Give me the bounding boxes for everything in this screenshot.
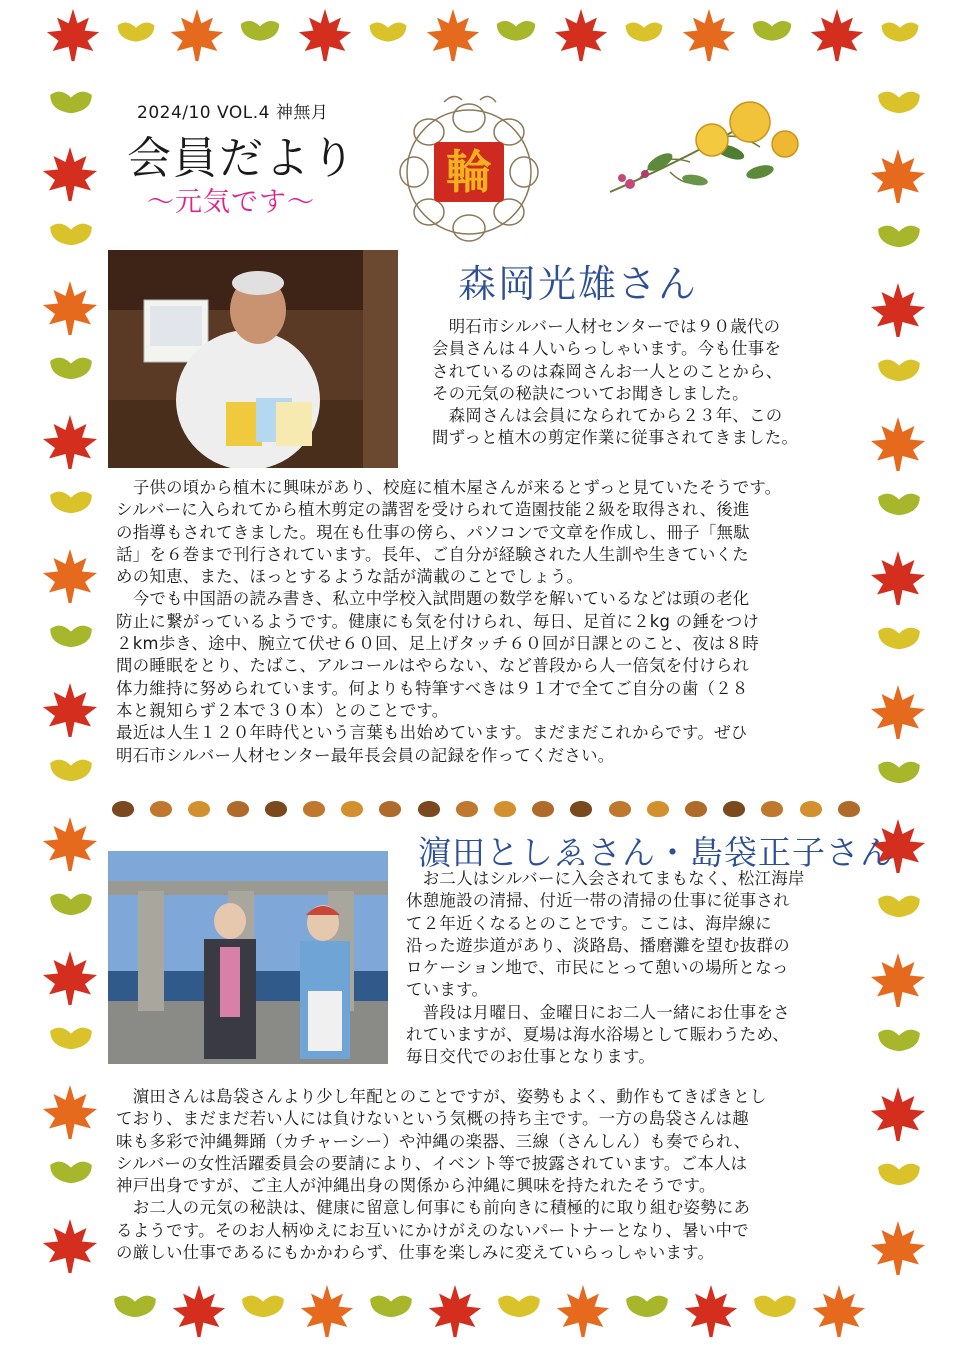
- ginkgo-leaf-icon: [748, 1286, 802, 1338]
- berry-sprig-icon: [456, 801, 478, 817]
- ginkgo-leaf-icon: [234, 12, 286, 60]
- maple-leaf-icon: [552, 6, 610, 64]
- ginkgo-leaf-icon: [44, 750, 98, 802]
- mushroom-icon: [494, 801, 516, 817]
- ginkgo-leaf-icon: [872, 752, 926, 804]
- maple-leaf-icon: [40, 278, 100, 338]
- maple-leaf-icon: [40, 412, 100, 472]
- berry-sprig-icon: [761, 801, 783, 817]
- mushroom-icon: [188, 801, 210, 817]
- ginkgo-leaf-icon: [874, 14, 926, 60]
- maple-leaf-icon: [808, 6, 866, 64]
- page-subtitle: 〜元気です〜: [147, 187, 315, 218]
- ginkgo-leaf-icon: [362, 14, 414, 60]
- maple-leaf-icon: [810, 1282, 868, 1340]
- maple-leaf-icon: [868, 1084, 928, 1144]
- maple-leaf-icon: [868, 1218, 928, 1278]
- leaf-icon: [685, 801, 707, 817]
- maple-leaf-icon: [40, 1082, 100, 1142]
- acorn-icon: [265, 801, 287, 817]
- berry-sprig-icon: [303, 801, 325, 817]
- article2-intro: お二人はシルバーに入会されてまもなく、松江海岸 休憩施設の清掃、付近一帯の清掃の仕事に従事され て２年近くなるとのことです。ここは、海岸線に 沿った遊歩道があり、淡路島、播磨灘を望む抜群の ロケーション地で、市民にとって憩いの場所となっ ています。 普段は月曜日、金曜日にお二人一緒にお仕事をさ れていますが、夏場は海水浴場として賑わうため、 毎日交代でのお仕事となります。: [406, 869, 805, 1067]
- maple-leaf-icon: [868, 146, 928, 206]
- ginkgo-leaf-icon: [364, 1286, 418, 1338]
- maple-leaf-icon: [868, 682, 928, 742]
- berry-sprig-icon: [609, 801, 631, 817]
- morioka-photo: [108, 250, 398, 468]
- ginkgo-leaf-icon: [872, 216, 926, 268]
- ginkgo-leaf-icon: [872, 1020, 926, 1072]
- article2-name: 濵田としゑさん・島袋正子さん: [418, 833, 894, 872]
- hamada-shimabukuro-photo: [108, 851, 388, 1064]
- ginkgo-leaf-icon: [236, 1286, 290, 1338]
- maple-leaf-icon: [168, 6, 226, 64]
- ginkgo-leaf-icon: [872, 82, 926, 134]
- ginkgo-leaf-icon: [872, 484, 926, 536]
- mushroom-icon: [341, 801, 363, 817]
- leaf-icon: [227, 801, 249, 817]
- maple-leaf-icon: [296, 6, 354, 64]
- ginkgo-leaf-icon: [44, 1152, 98, 1204]
- maple-leaf-icon: [40, 948, 100, 1008]
- ginkgo-leaf-icon: [44, 616, 98, 668]
- maple-leaf-icon: [170, 1282, 228, 1340]
- autumn-divider: [112, 797, 860, 821]
- ginkgo-leaf-icon: [108, 1286, 162, 1338]
- ginkgo-leaf-icon: [492, 1286, 546, 1338]
- ginkgo-leaf-icon: [872, 618, 926, 670]
- maple-leaf-icon: [40, 144, 100, 204]
- maple-leaf-icon: [868, 548, 928, 608]
- maple-leaf-icon: [868, 414, 928, 474]
- page-title: 会員だより: [127, 133, 357, 184]
- article2-body: 濵田さんは島袋さんより少し年配とのことですが、姿勢もよく、動作もてきぱきとし ており、まだまだ若い人には負けないという気概の持ち主です。一方の島袋さんは趣 味も多彩で沖縄舞踊（カチャーシー）や沖縄の楽器、三線（さんしん）も奏でられ、 シルバーの女性活躍委員会の要請により、イベント等で披露されています。ご本人は 神戸出身ですが、ご主人が沖縄出身の関係から沖縄に興味を持たれたそうです。 お二人の元気の秘訣は、健康に留意し何事にも前向きに積極的に取り組む姿勢にあ るようです。そのお人柄ゆえにお互いにかけがえのないパートナーとなり、暑い中で の厳しい仕事であるにもかかわらず、仕事を楽しみに変えていらっしゃいます。: [116, 1087, 767, 1263]
- mushroom-icon: [800, 801, 822, 817]
- ginkgo-leaf-icon: [44, 348, 98, 400]
- ring-character: 輪: [434, 142, 504, 202]
- maple-leaf-icon: [298, 1282, 356, 1340]
- ginkgo-leaf-icon: [110, 14, 162, 60]
- acorn-icon: [112, 801, 134, 817]
- ginkgo-leaf-icon: [746, 12, 798, 60]
- maple-leaf-icon: [424, 6, 482, 64]
- leaf-icon: [379, 801, 401, 817]
- article1-body: 子供の頃から植木に興味があり、校庭に植木屋さんが来るとずっと見ていたそうです。 シルバーに入られてから植木剪定の講習を受けられて造園技能２級を取得され、後進 の指導もされてきました。現在も仕事の傍ら、パソコンで文章を作成し、冊子「無駄 話」を６巻まで刊行されています。長年、ご自分が経験された人生訓や生きていくた めの知恵、また、ほっとするような話が満載のことでしょう。 今でも中国語の読み書き、私立中学校入試問題の数学を解いているなどは頭の老化 防止に繋がっているようです。健康にも気を付けられ、毎日、足首に２kg の錘をつけ ２km歩き、途中、腕立て伏せ６０回、足上げタッチ６０回が日課とのこと、夜は８時 間の睡眠をとり、たばこ、アルコールはやらない、など普段から人一倍気を付けられ 体力維持に努められています。何よりも特筆すべきは９１才で全てご自分の歯（２８ 本と親知らず２本で３０本）とのことです。 最近は人生１２０年時代という言葉も出始めています。まだまだこれからです。ぜひ 明石市シルバー人材センター最年長会員の記録を作ってください。: [116, 478, 782, 765]
- ginkgo-leaf-icon: [618, 14, 670, 60]
- ginkgo-leaf-icon: [872, 1154, 926, 1206]
- issue-info: 2024/10 VOL.4 神無月: [137, 103, 329, 123]
- maple-leaf-icon: [426, 1282, 484, 1340]
- ginkgo-leaf-icon: [490, 12, 542, 60]
- maple-leaf-icon: [868, 950, 928, 1010]
- acorn-icon: [418, 801, 440, 817]
- leaf-icon: [532, 801, 554, 817]
- ginkgo-leaf-icon: [872, 886, 926, 938]
- maple-leaf-icon: [682, 1282, 740, 1340]
- maple-leaf-icon: [40, 680, 100, 740]
- ginkgo-leaf-icon: [44, 1018, 98, 1070]
- article1-intro: 明石市シルバー人材センターでは９０歳代の 会員さんは４人いらっしゃいます。今も仕事を されているのは森岡さんお一人とのことから、 その元気の秘訣についてお聞きしました。 森岡さんは会員になられてから２３年、この 間ずっと植木の剪定作業に従事されてきました。: [432, 317, 799, 448]
- acorn-icon: [570, 801, 592, 817]
- ring-emblem: [384, 90, 554, 250]
- maple-leaf-icon: [44, 6, 102, 64]
- ginkgo-leaf-icon: [44, 82, 98, 134]
- ginkgo-leaf-icon: [872, 350, 926, 402]
- maple-leaf-icon: [40, 546, 100, 606]
- maple-leaf-icon: [40, 1216, 100, 1276]
- ginkgo-leaf-icon: [620, 1286, 674, 1338]
- mushroom-icon: [647, 801, 669, 817]
- ginkgo-leaf-icon: [44, 884, 98, 936]
- maple-leaf-icon: [554, 1282, 612, 1340]
- ginkgo-leaf-icon: [44, 482, 98, 534]
- ginkgo-leaf-icon: [44, 214, 98, 266]
- chrysanthemum-illustration: [600, 92, 810, 212]
- maple-leaf-icon: [40, 814, 100, 874]
- berry-sprig-icon: [150, 801, 172, 817]
- maple-leaf-icon: [680, 6, 738, 64]
- article1-name: 森岡光雄さん: [458, 262, 699, 306]
- acorn-icon: [723, 801, 745, 817]
- leaf-icon: [838, 801, 860, 817]
- maple-leaf-icon: [868, 280, 928, 340]
